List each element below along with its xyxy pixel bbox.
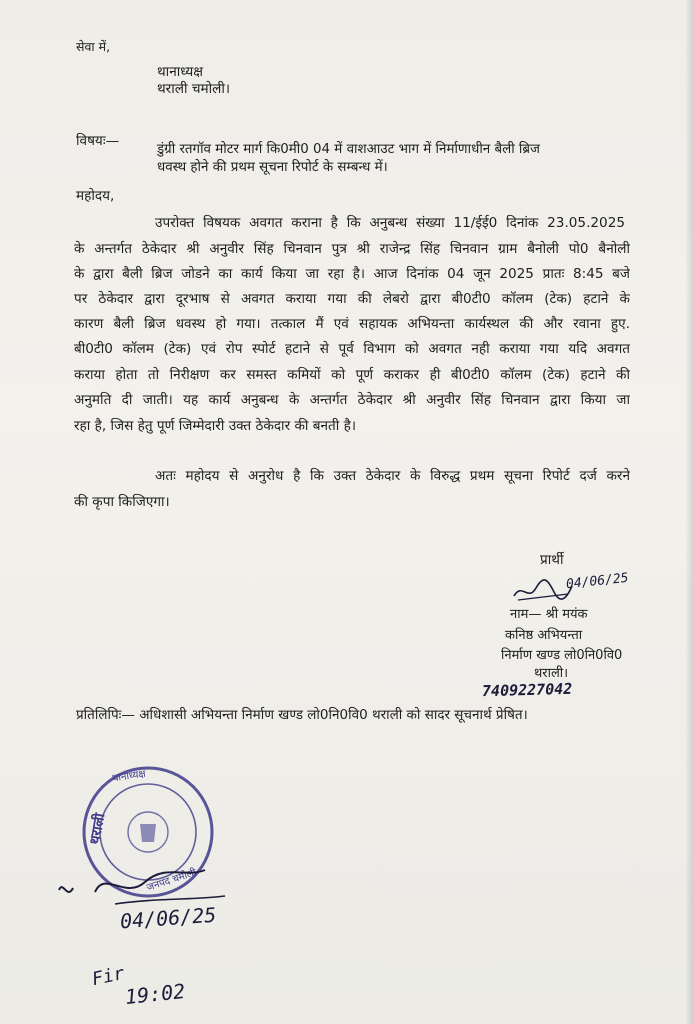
fir-time: 19:02 <box>123 978 187 1010</box>
signature-date: 04/06/25 <box>565 570 630 593</box>
salutation-to: सेवा में, <box>76 39 111 54</box>
recipient-line-2: थराली चमोली। <box>157 81 230 97</box>
paragraph-line: बी0टी0 कॉलम (टेक) एवं रोप स्पोर्ट हटाने से पूर्व विभाग को अवगत नही कराया गया यदि अवगत <box>74 341 630 357</box>
receipt-date: 04/06/25 <box>119 902 218 934</box>
subject-line-1: डुंग्री रतगॉव मोटर मार्ग कि0मी0 04 में वाशआउट भाग में निर्माणाधीन बैली ब्रिज <box>157 142 540 157</box>
officer-office: निर्माण खण्ड लो0नि0वि0 <box>501 648 623 663</box>
stamp-text-top: थानाध्यक्ष <box>111 768 147 785</box>
paragraph-line: अनुमति दी जाती। यह कार्य अनुबन्ध के अन्तर्गत ठेकेदार श्री अनुवीर सिंह चिनवान द्वारा किया जा <box>74 392 630 408</box>
applicant-label: प्रार्थी <box>540 552 564 568</box>
paragraph-line: कारण बैली ब्रिज धवस्थ हो गया। तत्काल मैं एवं सहायक अभियन्ता कार्यस्थल की और रवाना हुए. <box>74 316 630 332</box>
receipt-signature-scribble-icon <box>55 860 255 950</box>
stamp-text-bottom: जनपद चमोली <box>145 867 198 894</box>
paragraph-line: रहा है, जिस हेतु पूर्ण जिम्मेदारी उक्त ठेकेदार की बनती है। <box>74 418 357 434</box>
receipt-signature <box>55 860 255 950</box>
officer-place: थराली। <box>534 666 569 681</box>
subject-label: विषयः— <box>76 133 120 149</box>
paragraph-line: की कृपा किजिएगा। <box>74 494 170 510</box>
paragraph-line: के अन्तर्गत ठेकेदार श्री अनुवीर सिंह चिनवान पुत्र श्री राजेन्द्र सिंह चिनवान ग्राम बैनोली पो0 बैनोली <box>74 241 630 257</box>
paragraph-line: कराया होता तो निरीक्षण कर समस्त कमियों को पूर्ण कराकर ही बी0टी0 कॉलम (टेक) हटाने की <box>74 367 630 383</box>
paragraph-line: पर ठेकेदार द्वारा दूरभाष से अवगत कराया गया की लेबरो द्वारा बी0टी0 कॉलम (टेक) हटाने के <box>74 291 630 307</box>
officer-designation: कनिष्ठ अभियन्ता <box>505 628 583 643</box>
page-edge-shadow <box>685 0 693 1024</box>
paragraph-line: उपरोक्त विषयक अवगत कराना है कि अनुबन्ध संख्या 11/ईई0 दिनांक 23.05.2025 <box>155 215 625 231</box>
subject-line-2: धवस्थ होने की प्रथम सूचना रिपोर्ट के सम्बन्ध में। <box>157 160 388 175</box>
paragraph-line: के द्वारा बैली ब्रिज जोडने का कार्य किया जा रहा है। आज दिनांक 04 जून 2025 प्रातः 8:45 बजे <box>74 266 630 282</box>
fir-note: Fir <box>90 962 127 991</box>
officer-name: नाम— श्री मयंक <box>510 607 588 622</box>
paragraph-line: अतः महोदय से अनुरोध है कि उक्त ठेकेदार के विरुद्ध प्रथम सूचना रिपोर्ट दर्ज करने <box>155 468 630 484</box>
stamp-text-center: थराली <box>87 812 109 846</box>
recipient-line-1: थानाध्यक्ष <box>157 64 204 80</box>
greeting: महोदय, <box>76 188 115 204</box>
officer-phone: 7409227042 <box>481 679 573 701</box>
copy-line: प्रतिलिपिः— अधिशासी अभियन्ता निर्माण खण्ड लो0नि0वि0 थराली को सादर सूचनार्थ प्रेषित। <box>76 707 528 723</box>
